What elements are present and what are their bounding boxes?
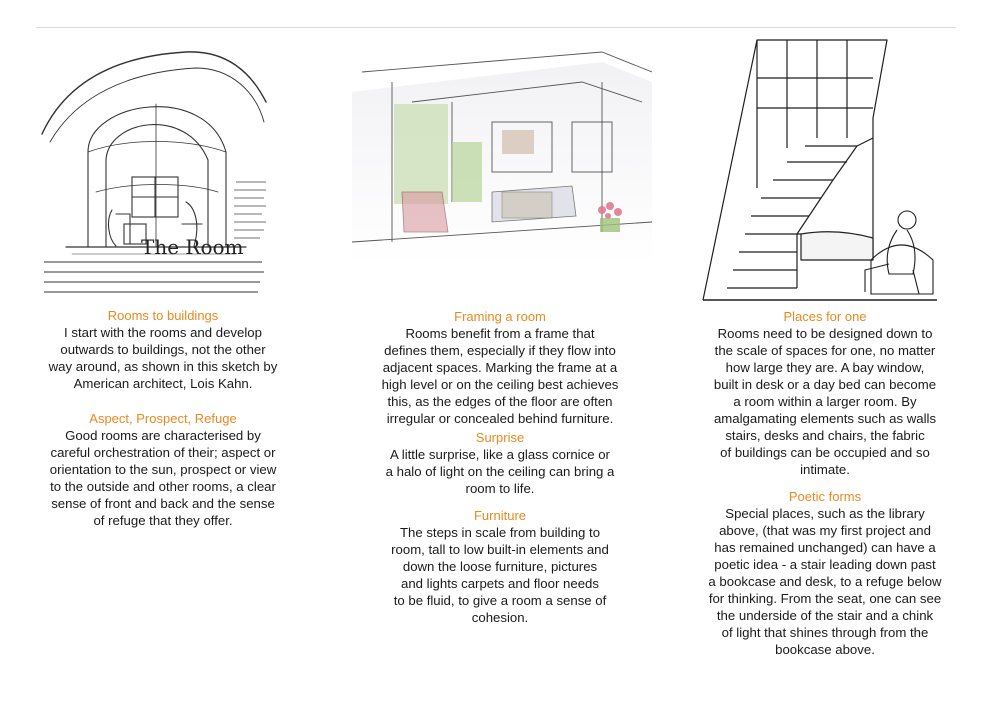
body-rooms-to-buildings: I start with the rooms and develop outwards to buildings, not the other way around, as shown in this sketch by American architect, Lois Kahn. [48, 325, 278, 391]
library-stair-sketch [697, 38, 945, 304]
watercolour-living-room-sketch [352, 42, 652, 264]
heading-places-for-one: Places for one [783, 309, 867, 324]
body-framing-a-room: Rooms benefit from a frame that defines them, especially if they flow into adjacent spaces. Marking the frame at a high level or on the ceiling best achieves this, as the edges of the floor are often irregular or concealed behind furniture. [381, 326, 619, 426]
body-surprise: A little surprise, like a glass cornice or a halo of light on the ceiling can bring a room to life. [385, 447, 615, 496]
heading-framing-a-room: Framing a room [454, 309, 546, 324]
hand-drawn-room-sketch [36, 42, 272, 300]
column-framing [360, 308, 640, 626]
top-rule [36, 27, 956, 28]
column-places-for-one [690, 308, 960, 658]
body-poetic-forms: Special places, such as the library above, (that was my first project and has remained unchanged) can have a poetic idea - a stair leading down past a bookcase and desk, to a refuge below for thinking. From the seat, one can see the underside of the stair and a chink of light that shines through from the bookcase above. [708, 506, 942, 657]
heading-rooms-to-buildings: Rooms to buildings [107, 308, 219, 323]
heading-furniture: Furniture [473, 508, 527, 523]
column-rooms [28, 307, 298, 529]
room-sketch-caption: The Room [141, 235, 244, 259]
heading-surprise: Surprise [475, 430, 525, 445]
body-furniture: The steps in scale from building to room, tall to low built-in elements and down the loose furniture, pictures and lights carpets and floor needs to be fluid, to give a room a sense of cohesion. [391, 525, 609, 625]
heading-poetic-forms: Poetic forms [788, 489, 862, 504]
body-aspect-prospect-refuge: Good rooms are characterised by careful orchestration of their; aspect or orientation to the sun, prospect or view to the outside and other rooms, a clear sense of front and back and the sense of refuge that they offer. [49, 428, 277, 528]
heading-aspect-prospect-refuge: Aspect, Prospect, Refuge [89, 411, 237, 426]
body-places-for-one: Rooms need to be designed down to the scale of spaces for one, no matter how large they are. A bay window, built in desk or a day bed can become a room within a larger room. By amalgamating elements such as walls stairs, desks and chairs, the fabric of buildings can be occupied and so intimate. [713, 326, 937, 477]
